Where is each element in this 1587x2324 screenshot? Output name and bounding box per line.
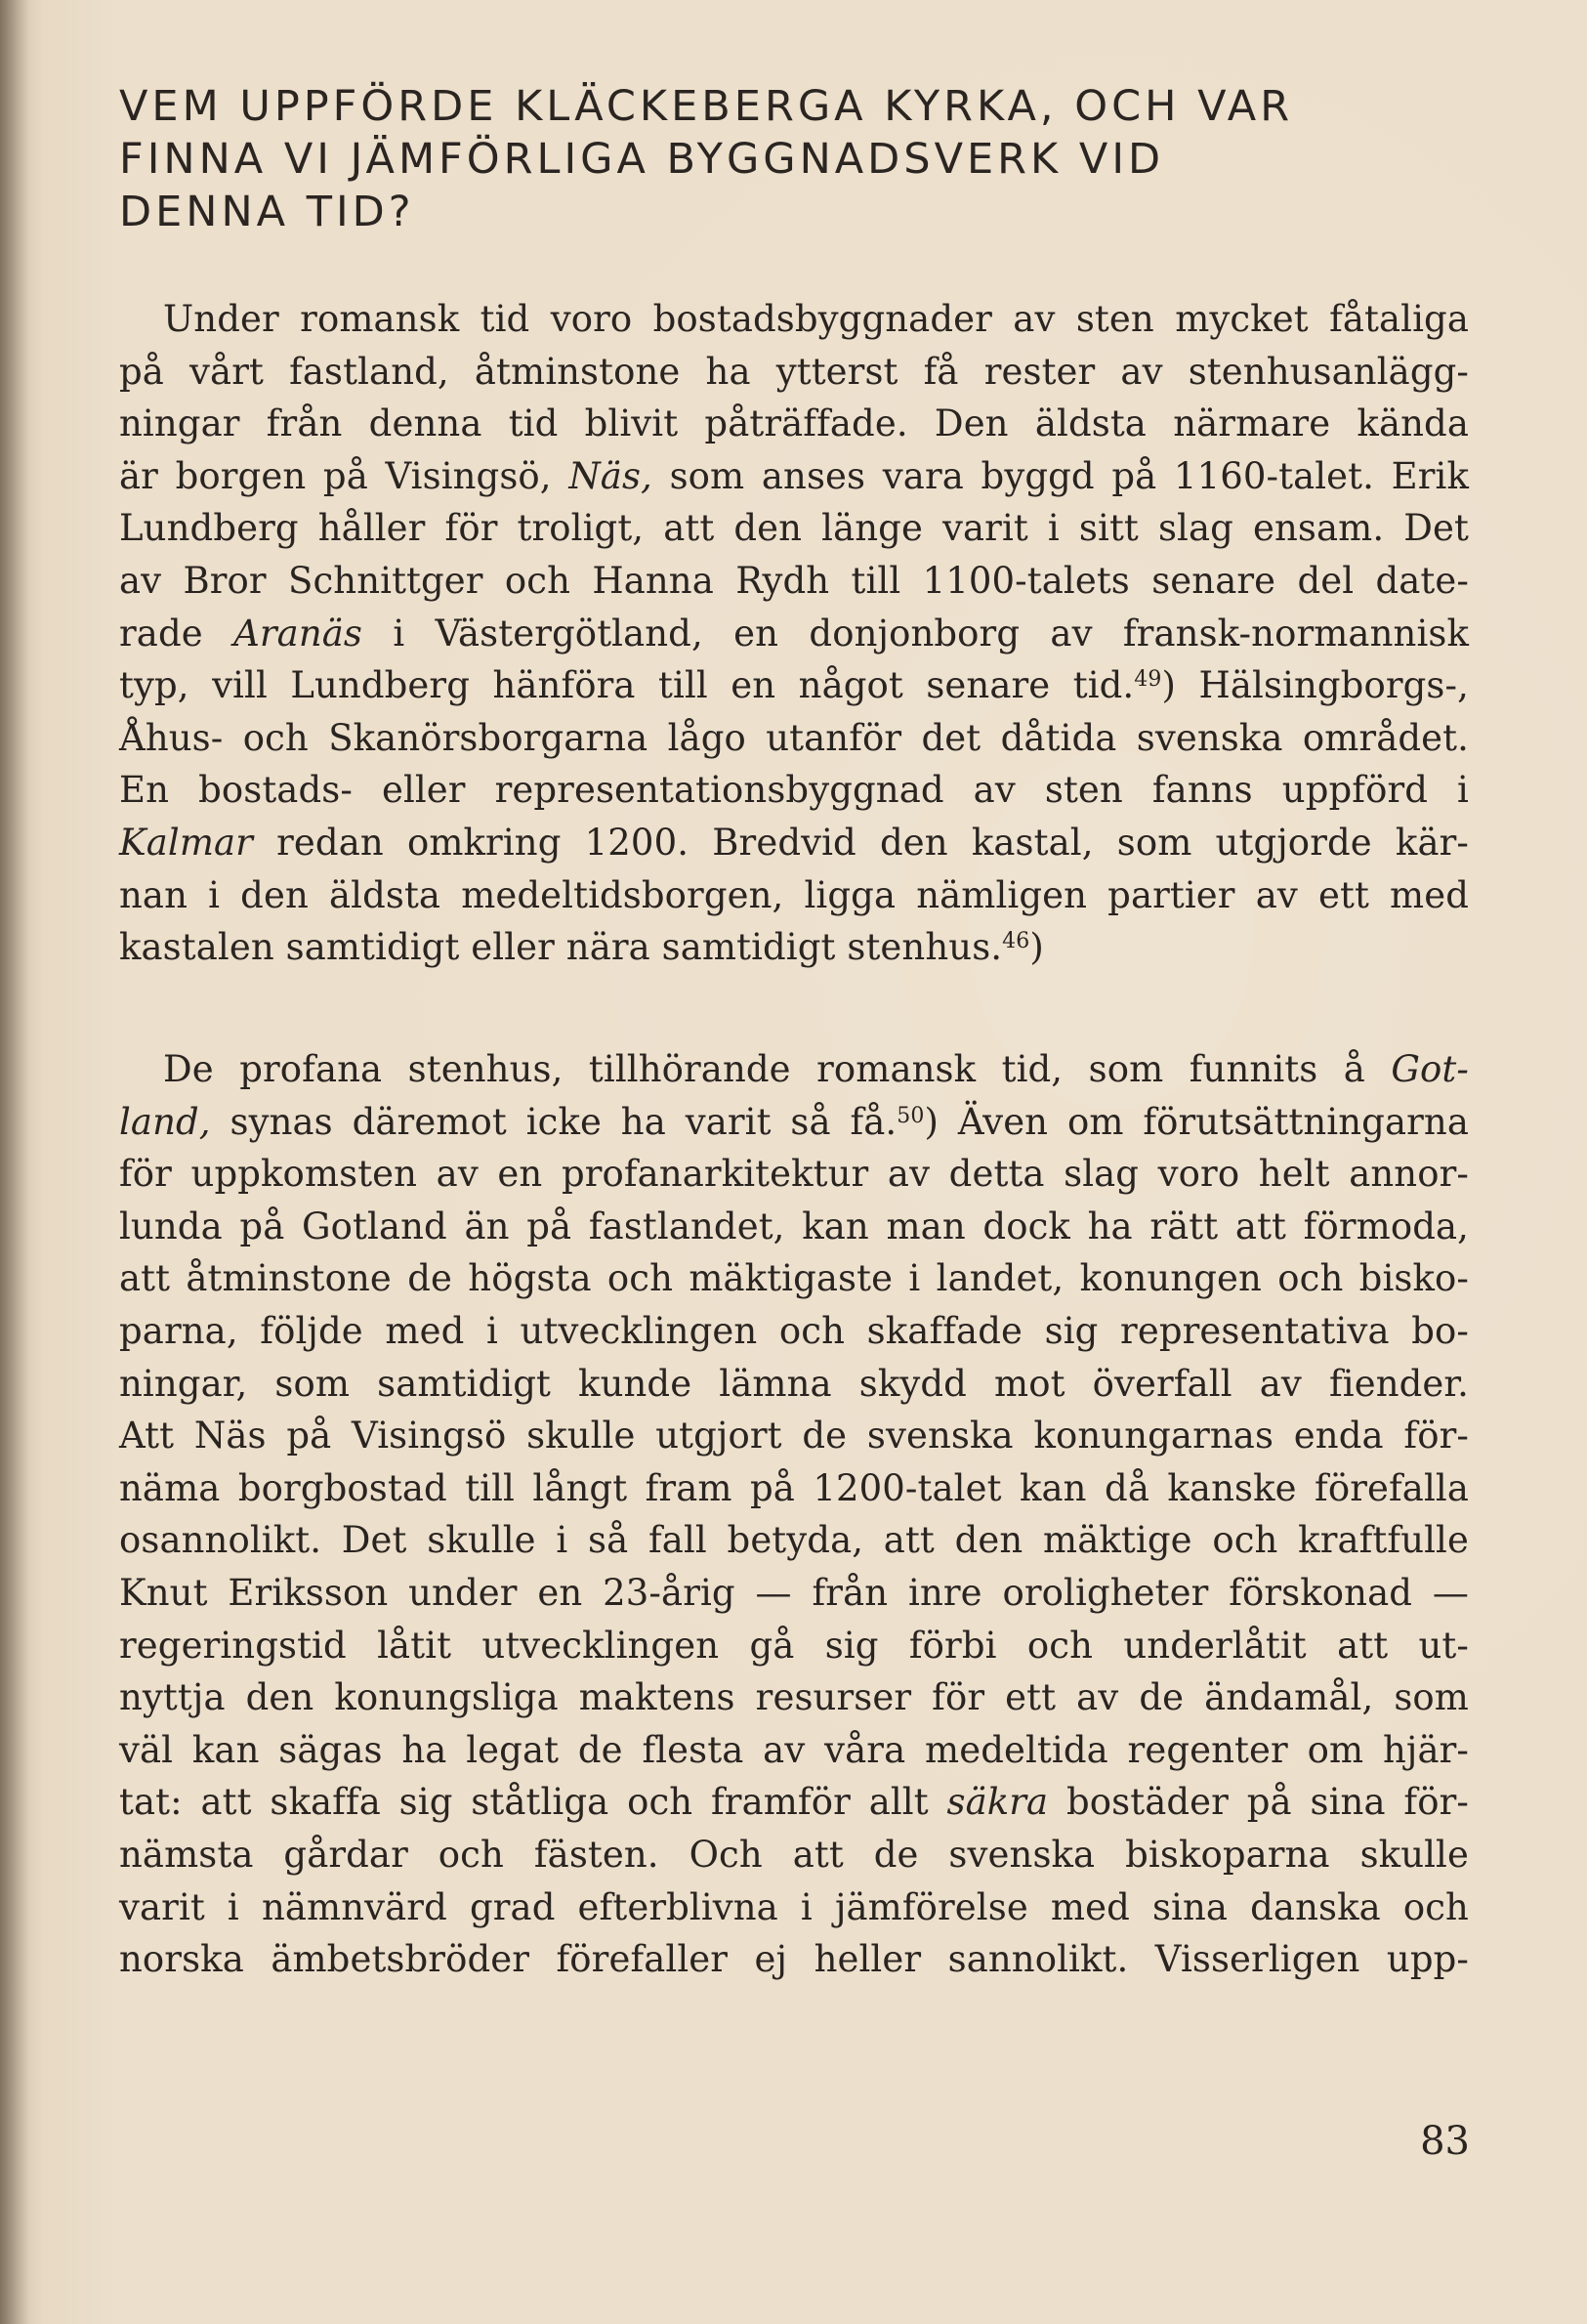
text-line: osannolikt. Det skulle i så fall betyda, att den mäktige och kraftfulle	[119, 1519, 1469, 1562]
text-line: näma borgbostad till långt fram på 1200-talet kan då kanske förefalla	[119, 1466, 1469, 1509]
text-run: bostäder på sina för-	[1048, 1781, 1469, 1824]
text-run: i Västergötland, en donjonborg av fransk-normannisk	[362, 612, 1469, 655]
text-run: redan omkring 1200. Bredvid den kastal, som utgjorde kär-	[252, 821, 1469, 864]
text-line: ningar, som samtidigt kunde lämna skydd mot överfall av fiender.	[119, 1362, 1469, 1405]
text-line: på vårt fastland, åtminstone ha ytterst få rester av stenhusanlägg-	[119, 350, 1469, 393]
text-run: ) Hälsingborgs-,	[1161, 664, 1469, 707]
italic-emphasis: säkra	[946, 1781, 1049, 1824]
text-line: Lundberg håller för troligt, att den länge varit i sitt slag ensam. Det	[119, 507, 1469, 550]
text-line	[119, 817, 1469, 869]
chapter-heading	[119, 80, 1486, 238]
italic-place-name: Aranäs	[233, 612, 363, 655]
heading-line: FINNA VI JÄMFÖRLIGA BYGGNADSVERK VID	[119, 135, 1165, 184]
italic-place-name: land,	[119, 1100, 211, 1143]
text-line: nyttja den konungsliga maktens resurser för ett av de ändamål, som	[119, 1676, 1469, 1719]
text-run: )	[1029, 926, 1044, 969]
text-line	[119, 608, 1469, 660]
text-line: nämsta gårdar och fästen. Och att de svenska biskoparna skulle	[119, 1833, 1469, 1876]
italic-place-name: Näs,	[568, 454, 652, 497]
text-line: En bostads- eller representationsbyggnad av sten fanns uppförd i	[119, 769, 1469, 812]
page-number: 83	[1420, 2119, 1470, 2164]
text-line: Att Näs på Visingsö skulle utgjort de svenska konungarnas enda för-	[119, 1415, 1469, 1458]
text-line: Åhus- och Skanörsborgarna lågo utanför det dåtida svenska området.	[119, 716, 1469, 759]
text-line	[119, 450, 1469, 503]
text-line: parna, följde med i utvecklingen och skaffade sig representativa bo-	[119, 1309, 1469, 1352]
text-line	[119, 1776, 1469, 1829]
text-line: att åtminstone de högsta och mäktigaste i landet, konungen och bisko-	[119, 1257, 1469, 1300]
text-line: väl kan sägas ha legat de flesta av våra medeltida regenter om hjär-	[119, 1728, 1469, 1771]
heading-line: DENNA TID?	[119, 188, 415, 236]
text-line: varit i nämnvärd grad efterblivna i jämförelse med sina danska och	[119, 1885, 1469, 1928]
binding-shadow	[0, 0, 29, 2324]
text-line: ningar från denna tid blivit påträffade. Den äldsta närmare kända	[119, 402, 1469, 445]
text-run: ) Även om förutsättningarna	[924, 1100, 1469, 1143]
paragraph-2	[119, 1043, 1469, 1986]
text-line	[119, 921, 1469, 974]
italic-place-name: Got-	[1391, 1048, 1469, 1090]
text-line: av Bror Schnittger och Hanna Rydh till 1100-talets senare del date-	[119, 559, 1469, 602]
text-line	[119, 659, 1469, 712]
text-run: De profana stenhus, tillhörande romansk tid, som funnits å	[163, 1048, 1392, 1090]
text-line: Under romansk tid voro bostadsbyggnader av sten mycket fåtaliga	[163, 298, 1469, 340]
text-line	[119, 1096, 1469, 1149]
text-run: rade	[119, 612, 234, 655]
text-line: lunda på Gotland än på fastlandet, kan man dock ha rätt att förmoda,	[119, 1204, 1469, 1247]
text-run: är borgen på Visingsö,	[119, 454, 569, 497]
text-line: för uppkomsten av en profanarkitektur av detta slag voro helt annor-	[119, 1153, 1469, 1196]
text-line: regeringstid låtit utvecklingen gå sig förbi och underlåtit att ut-	[119, 1624, 1469, 1667]
text-line: nan i den äldsta medeltidsborgen, ligga nämligen partier av ett med	[119, 873, 1469, 916]
text-run: tat: att skaffa sig ståtliga och framför allt	[119, 1781, 947, 1824]
text-run: typ, vill Lundberg hänföra till en något senare tid.	[119, 664, 1135, 707]
footnote-ref: 46	[1002, 929, 1030, 954]
footnote-ref: 50	[897, 1103, 925, 1128]
italic-place-name: Kalmar	[119, 821, 253, 864]
text-run: som anses vara byggd på 1160-talet. Erik	[651, 454, 1469, 497]
text-line	[119, 1043, 1469, 1096]
heading-line: VEM UPPFÖRDE KLÄCKEBERGA KYRKA, OCH VAR	[119, 82, 1294, 131]
text-run: kastalen samtidigt eller nära samtidigt stenhus.	[119, 926, 1003, 969]
footnote-ref: 49	[1134, 667, 1162, 693]
text-line: Knut Eriksson under en 23-årig — från inre oroligheter förskonad —	[119, 1571, 1469, 1614]
paragraph-1	[119, 293, 1469, 974]
text-run: synas däremot icke ha varit så få.	[210, 1100, 898, 1143]
text-line: norska ämbetsbröder förefaller ej heller sannolikt. Visserligen upp-	[119, 1938, 1469, 1981]
